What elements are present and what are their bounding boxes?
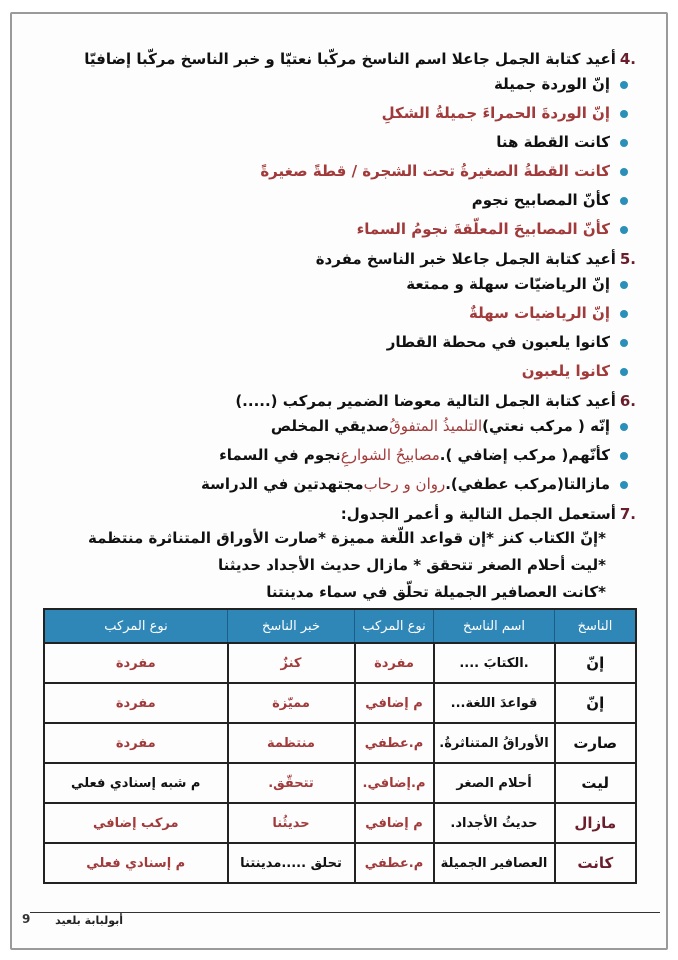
bullet-icon xyxy=(620,310,628,318)
list-item: إنّ الوردة جميلة xyxy=(36,70,628,99)
table-cell: مركب إضافي xyxy=(44,803,228,843)
bullet-icon xyxy=(620,368,628,376)
table-cell: العصافير الجميلة xyxy=(434,843,555,883)
table-cell: كانت xyxy=(555,843,637,883)
bullet-icon xyxy=(620,197,628,205)
question-number: .4 xyxy=(619,50,636,68)
question-7 xyxy=(36,503,636,525)
question-text: أعيد كتابة الجمل التالية معوضا الضمير بمركب (.....) xyxy=(235,392,616,410)
table-row xyxy=(44,763,636,803)
list-item: كأنّهم( مركب إضافي ). مصابيحُ الشوارعِ نجوم في السماء xyxy=(36,441,628,470)
question-number: .5 xyxy=(619,250,636,268)
table-cell: ليت xyxy=(555,763,637,803)
table-cell: م إضافي xyxy=(355,683,434,723)
question-text: أستعمل الجمل التالية و أعمر الجدول: xyxy=(340,505,616,523)
table-cell: حديثُ الأجداد. xyxy=(434,803,555,843)
table-cell: مفردة xyxy=(355,643,434,683)
footer-divider xyxy=(30,912,660,913)
table-cell: منتظمة xyxy=(228,723,355,763)
bullet-icon xyxy=(620,481,628,489)
table-cell: قواعدَ اللغة... xyxy=(434,683,555,723)
table-cell: إنّ xyxy=(555,683,637,723)
sentence-line: *إنّ الكتاب كنز *إن قواعد اللّغة مميزة *صارت الأوراق المتناثرة منتظمة xyxy=(87,529,606,547)
table-row xyxy=(44,843,636,883)
table-cell: صارت xyxy=(555,723,637,763)
question-number: .7 xyxy=(619,505,636,523)
list-item: كانت القطةُ الصغيرةُ تحت الشجرة / قطةً صغيرةً xyxy=(36,157,628,186)
column-header: نوع المركب xyxy=(355,609,434,643)
table-header-row xyxy=(44,609,636,643)
bullet-icon xyxy=(620,226,628,234)
list-item: إنّ الوردةَ الحمراءَ جميلةُ الشكلِ xyxy=(36,99,628,128)
bullet-icon xyxy=(620,168,628,176)
bullet-icon xyxy=(620,81,628,89)
list-item: كأنّ المصابيح نجوم xyxy=(36,186,628,215)
table-cell: مازال xyxy=(555,803,637,843)
column-header: الناسخ xyxy=(555,609,637,643)
table-cell: تتحقّق. xyxy=(228,763,355,803)
sentence-line: *كانت العصافير الجميلة تحلّق في سماء مدينتنا xyxy=(266,583,606,601)
question-5-items xyxy=(36,270,636,386)
list-item: إنّه ( مركب نعتي) التلميذُ المتفوقُ صديقي المخلص xyxy=(36,412,628,441)
column-header: نوع المركب xyxy=(44,609,228,643)
table-cell: مفردة xyxy=(44,723,228,763)
question-4-items xyxy=(36,70,636,244)
table-cell: الأوراقُ المتناثرةُ. xyxy=(434,723,555,763)
column-header: اسم الناسخ xyxy=(434,609,555,643)
bullet-icon xyxy=(620,139,628,147)
table-cell: م إضافي xyxy=(355,803,434,843)
table-cell: تحلق .....مدينتنا xyxy=(228,843,355,883)
question-6-items xyxy=(36,412,636,499)
list-item: إنّ الرياضيات سهلةٌ xyxy=(36,299,628,328)
table-row xyxy=(44,643,636,683)
table-cell: م.عطفي xyxy=(355,843,434,883)
table-cell: مفردة xyxy=(44,643,228,683)
bullet-icon xyxy=(620,110,628,118)
table-cell: أحلام الصغر xyxy=(434,763,555,803)
bullet-icon xyxy=(620,281,628,289)
question-text: أعيد كتابة الجمل جاعلا خبر الناسخ مفردة xyxy=(315,250,616,268)
page-number: 9 xyxy=(22,912,31,926)
list-item: كأنّ المصابيحَ المعلّقةَ نجومُ السماء xyxy=(36,215,628,244)
bullet-icon xyxy=(620,452,628,460)
exercise-content xyxy=(36,44,636,606)
answer-table xyxy=(43,608,637,884)
question-6 xyxy=(36,390,636,412)
table-cell: م.إضافي. xyxy=(355,763,434,803)
table-row xyxy=(44,723,636,763)
list-item: كانوا يلعبون xyxy=(36,357,628,386)
table-cell: .الكتابَ .... xyxy=(434,643,555,683)
list-item: مازالتا(مركب عطفي). روان و رحاب مجتهدتين في الدراسة xyxy=(36,470,628,499)
table-cell: م.عطفي xyxy=(355,723,434,763)
table-cell: كنزٌ xyxy=(228,643,355,683)
table-cell: مفردة xyxy=(44,683,228,723)
bullet-icon xyxy=(620,339,628,347)
question-4 xyxy=(36,48,636,70)
author-name: أبولبابة بلعيد xyxy=(55,914,123,927)
table-cell: حديثُنا xyxy=(228,803,355,843)
list-item: كانت القطة هنا xyxy=(36,128,628,157)
list-item: إنّ الرياضيّات سهلة و ممتعة xyxy=(36,270,628,299)
sentence-line: *ليت أحلام الصغر تتحقق * مازال حديث الأجداد حديثنا xyxy=(218,556,606,574)
table-cell: م شبه إسنادي فعلي xyxy=(44,763,228,803)
list-item: كانوا يلعبون في محطة القطار xyxy=(36,328,628,357)
table-row xyxy=(44,683,636,723)
table-cell: إنّ xyxy=(555,643,637,683)
bullet-icon xyxy=(620,423,628,431)
question-text: أعيد كتابة الجمل جاعلا اسم الناسخ مركّبا نعتيّا و خبر الناسخ مركّبا إضافيّا xyxy=(84,50,616,68)
question-5 xyxy=(36,248,636,270)
table-cell: م إسنادي فعلي xyxy=(44,843,228,883)
table-cell: مميّزة xyxy=(228,683,355,723)
question-number: .6 xyxy=(619,392,636,410)
table-row xyxy=(44,803,636,843)
column-header: خبر الناسخ xyxy=(228,609,355,643)
